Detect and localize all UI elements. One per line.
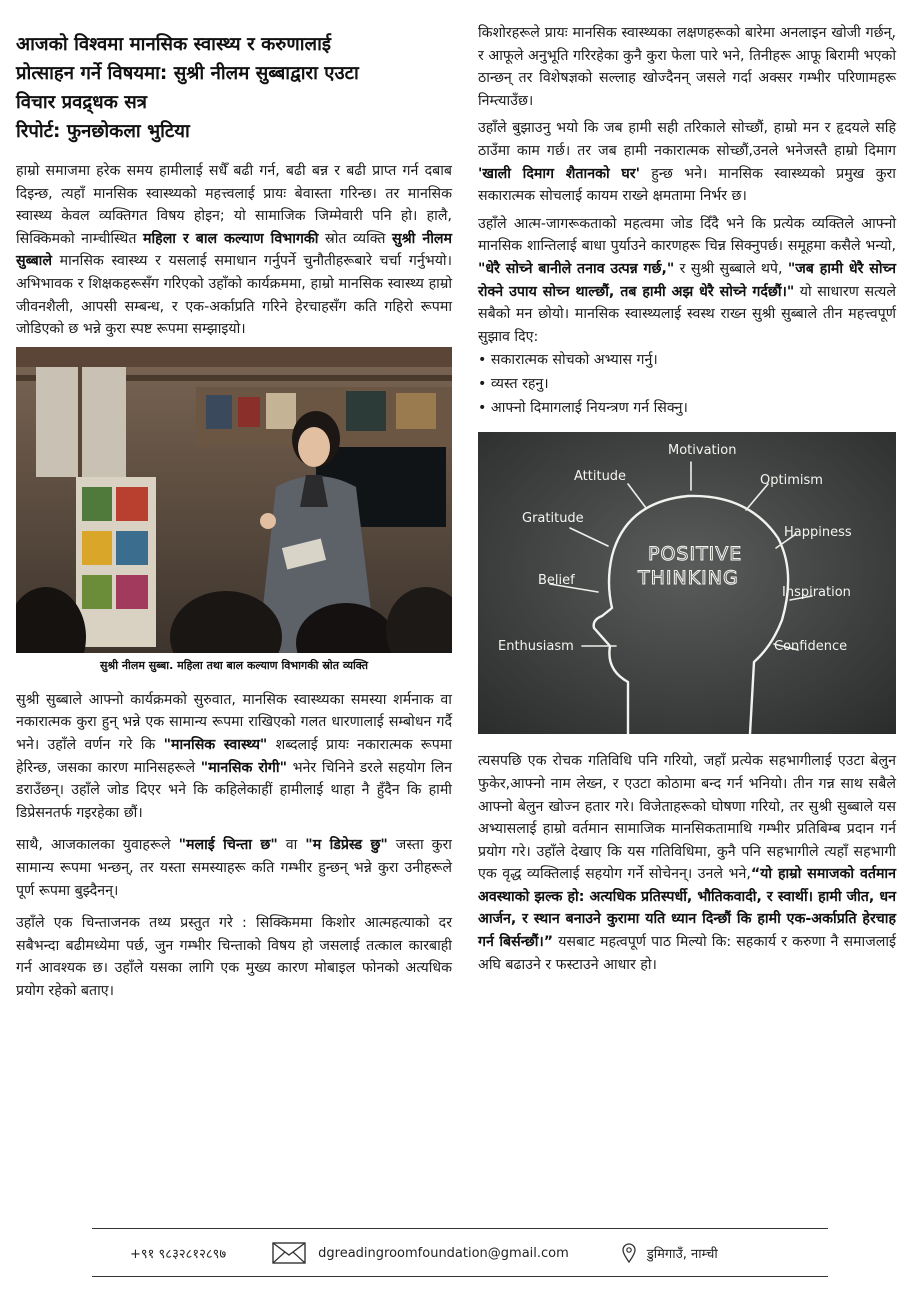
title-line: आजको विश्वमा मानसिक स्वास्थ्य र करुणालाई (16, 34, 331, 55)
photo-caption: सुश्री नीलम सुब्बा. महिला तथा बाल कल्याण विभागकी स्रोत व्यक्ति (100, 658, 368, 672)
footer-bottom-rule (92, 1276, 828, 1277)
speaker-photo (16, 347, 452, 653)
self-awareness-paragraph: उहाँले आत्म-जागरूकताको महत्वमा जोड दिँदै भने कि प्रत्येक व्यक्तिले आफ्नो मानसिक शान्तिलाई बाधा पुर्याउने कारणहरू चिन्न सिक्नुपर्छ। समूहमा कसैले भन्यो, "धेरै सोच्ने बानीले तनाव उत्पन्न गर्छ," र सुश्री सुब्बाले थपे, "जब हामी धेरै सोच्न रोक्ने उपाय सोच्न थाल्छौं, तब हामी अझ धेरै सोच्ने गर्दछौं।" यो साधारण सत्यले सबैको मन छोयो। मानसिक स्वास्थ्यलाई स्वस्थ राख्न सुश्री सुब्बाले तीन महत्त्वपूर्ण सुझाव दिए: (478, 215, 897, 345)
envelope-icon (272, 1242, 306, 1264)
balloon-activity-paragraph: त्यसपछि एक रोचक गतिविधि पनि गरियो, जहाँ प्रत्येक सहभागीलाई एउटा बेलुन फुकेर,आफ्नो नाम लेख्न, र एउटा कोठामा बन्द गर्न भनियो। तीन गन्न साथ सबैले आफ्नो बेलुन खोज्न हतार गरे। विजेताहरूको घोषणा गरियो, तर सुश्री सुब्बाले यस अभ्यासलाई हाम्रो वर्तमान सामाजिक मानसिकतामाथि गम्भीर प्रतिबिम्ब प्रदान गर्न प्रयोग गरे। उहाँले देखाए कि यस गतिविधिमा, कुनै पनि सहभागीले त्यहाँ सहभागी एक वृद्ध व्यक्तिलाई सहयोग गर्ने सोचेनन्। उनले भने,“यो हाम्रो समाजको वर्तमान अवस्थाको झल्क हो: अत्यधिक प्रतिस्पर्धी, भौतिकवादी, र स्वार्थी। हामी जीत, धन आर्जन, र स्थान बनाउने कुरामा यति ध्यान दिन्छौं कि हामी एक-अर्काप्रति हेरचाह गर्न बिर्सन्छौं।” यसबाट महत्वपूर्ण पाठ मिल्यो कि: सहकार्य र करुणा नै समाजलाई अघि बढाउने र फस्टाउने आधार हो। (478, 753, 896, 973)
board-word: Happiness (784, 525, 852, 541)
footer-top-rule (92, 1228, 828, 1229)
tips-list (478, 348, 896, 420)
title-line: विचार प्रवद्र्धक सत्र (16, 92, 148, 113)
suicide-rate-paragraph: उहाँले एक चिन्ताजनक तथ्य प्रस्तुत गरे : सिक्किममा किशोर आत्महत्याको दर सबैभन्दा बढीमध्येमा पर्छ, जुन गम्भीर चिन्ताको विषय हो जसलाई तत्काल कारबाही गर्न आवश्यक छ। उहाँले यसका लागि एक मुख्य कारण मोबाइल फोनको अत्यधिक प्रयोग रहेको बताए। (16, 915, 452, 999)
board-heading: POSITIVE (648, 543, 743, 566)
right-column (478, 22, 896, 976)
tip-item: • सकारात्मक सोचको अभ्यास गर्नु। (478, 352, 658, 369)
speaker-photo-illustration (16, 347, 452, 653)
board-word: Enthusiasm (498, 639, 574, 655)
tip-item: • आफ्नो दिमागलाई नियन्त्रण गर्न सिक्नु। (478, 400, 688, 417)
board-word: Optimism (760, 473, 823, 489)
board-word: Gratitude (522, 511, 584, 527)
misconception-paragraph: सुश्री सुब्बाले आफ्नो कार्यक्रमको सुरुवात, मानसिक स्वास्थ्यका समस्या शर्मनाक वा नकारात्मक कुरा हुन् भन्ने एक सामान्य रूपमा राखिएको गलत धारणालाई सम्बोधन गर्दै भने। उहाँले वर्णन गरे कि "मानसिक स्वास्थ्य" शब्दलाई प्रायः नकारात्मक रूपमा हेरिन्छ, जसका कारण मानिसहरूले "मानसिक रोगी" भनेर चिनिने डरले सहयोग लिन डराउँछन्। उहाँले जोड दिएर भने कि कहिलेकाहीं हामीलाई थाहा नै हुँदैन कि हामी डिप्रेसनतर्फ गइरहेका छौं। (16, 691, 453, 821)
board-word: Inspiration (782, 585, 851, 601)
footer-email (272, 1242, 569, 1264)
footer-address (621, 1243, 718, 1263)
left-column (16, 22, 452, 1002)
reporter-line: रिपोर्ट: फुनछोकला भुटिया (16, 121, 190, 142)
location-pin-icon (621, 1243, 637, 1263)
positive-thinking-chalkboard (478, 432, 896, 734)
online-search-paragraph: किशोरहरूले प्रायः मानसिक स्वास्थ्यका लक्षणहरूको बारेमा अनलाइन खोजी गर्छन्, र आफूले अनुभूति गरिरहेका कुनै कुरा फेला पारे भने, तिनीहरू आफू बिरामी भएको ठान्छन् तर विशेषज्ञको सल्लाह खोज्दैनन् जसले गर्दा अक्सर गम्भीर परिणामहरू निम्त्याउँछ। (478, 25, 896, 109)
board-heading: THINKING (638, 567, 739, 590)
board-word: Confidence (774, 639, 848, 655)
email-text: dgreadingroomfoundation@gmail.com (318, 1245, 569, 1261)
youth-paragraph: साथै, आजकालका युवाहरूले "मलाई चिन्ता छ" वा "म डिप्रेस्ड छु" जस्ता कुरा सामान्य रूपमा भन्छन्, तर यस्ता समस्याहरू कति गम्भीर हुन्छन् भन्ने कुरा उनीहरूले पूर्ण रूपमा बुझ्दैनन्। (16, 837, 452, 899)
phone-text: +९१ ९८३२८१२८९७ (130, 1247, 227, 1262)
article-title (16, 30, 452, 146)
tip-item: • व्यस्त रहनु। (478, 376, 549, 393)
board-word: Belief (538, 573, 575, 589)
board-word: Attitude (574, 469, 627, 485)
positive-mind-paragraph: उहाँले बुझाउनु भयो कि जब हामी सही तरिकाले सोच्छौं, हाम्रो मन र हृदयले सहि ठाउँमा काम गर्छ। तर जब हामी नकारात्मक सोच्छौं,उनले भनेजस्तै हाम्रो दिमाग 'खाली दिमाग शैतानको घर' हुन्छ भने। मानसिक स्वास्थ्यको प्रमुख कुरा सकारात्मक सोचलाई कायम राख्ने क्षमतामा निर्भर छ। (478, 120, 896, 205)
intro-paragraph: हाम्रो समाजमा हरेक समय हामीलाई सधैँ बढी गर्न, बढी बन्न र बढी प्राप्त गर्न दबाब दिइन्छ, त्यहाँ मानसिक स्वास्थ्यको महत्त्वलाई प्रायः बेवास्ता गरिन्छ। तर मानसिक स्वास्थ्य केवल व्यक्तिगत विषय होइन; यो सामाजिक जिम्मेवारी पनि हो। हालै, सिक्किमको नाम्चीस्थित महिला र बाल कल्याण विभागकी स्रोत व्यक्ति सुश्री नीलम सुब्बाले मानसिक स्वास्थ्य र यसलाई समाधान गर्नुपर्ने चुनौतीहरूबारे चर्चा गर्नुभयो। अभिभावक र शिक्षकहरूसँग गरिएको उहाँको कार्यक्रममा, हाम्रो मानसिक स्वास्थ्य हाम्रो जीवनशैली, आपसी सम्बन्ध, र एक-अर्काप्रति गरिने हेरचाहसँग कति गहिरो रूपमा जोडिएको छ भन्ने कुरा स्पष्ट रूपमा सम्झाइयो। (16, 163, 452, 338)
footer-phone (130, 1244, 226, 1262)
footer (92, 1236, 828, 1270)
title-line: प्रोत्साहन गर्ने विषयमा: सुश्री नीलम सुब्बाद्वारा एउटा (16, 63, 359, 84)
board-word: Motivation (668, 443, 737, 459)
address-text: डुमिगाउँ, नाम्ची (646, 1247, 718, 1262)
